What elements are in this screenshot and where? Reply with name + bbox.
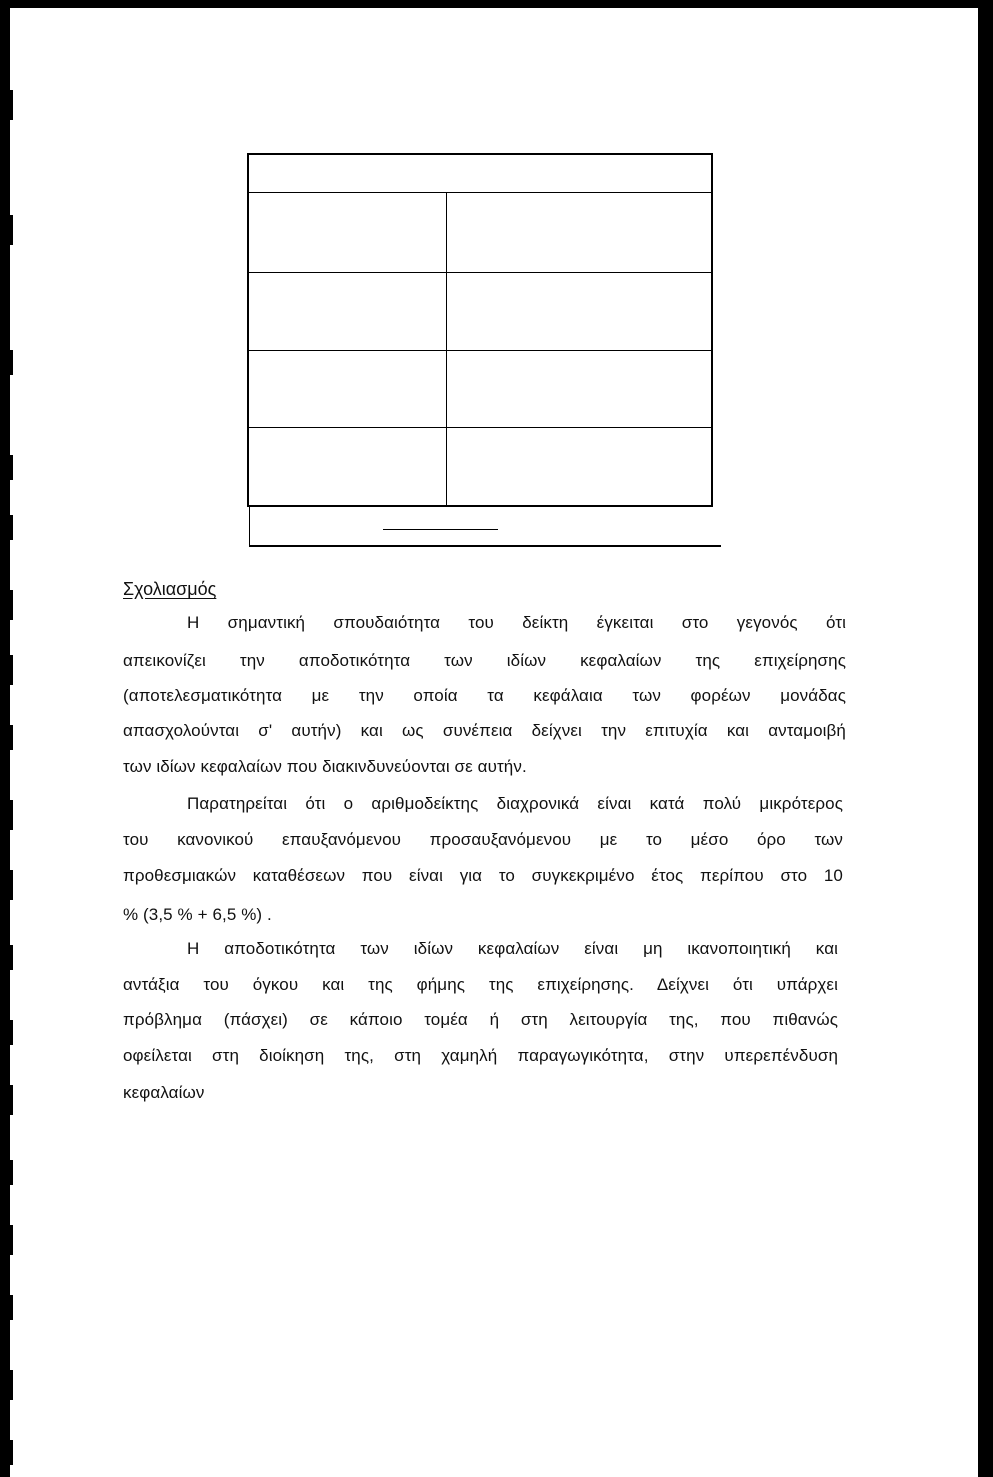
table-column-divider <box>446 192 447 505</box>
scan-artifact <box>10 1160 13 1185</box>
section-heading: Σχολιασμός <box>123 579 217 599</box>
table-row-divider <box>249 350 711 351</box>
paragraph-line: πρόβλημα (πάσχει) σε κάποιο τομέα ή στη λειτουργία της, που πιθανώς <box>123 1010 838 1029</box>
scan-artifact <box>10 725 13 750</box>
paragraph-line: (αποτελεσματικότητα με την οποία τα κεφάλαια των φορέων μονάδας <box>123 686 846 705</box>
scan-artifact <box>10 1295 13 1320</box>
paragraph-line: % (3,5 % + 6,5 %) . <box>123 905 272 924</box>
scan-artifact <box>10 870 13 900</box>
paragraph-line: απασχολούνται σ' αυτήν) και ως συνέπεια δείχνει την επιτυχία και ανταμοιβή <box>123 721 846 740</box>
paragraph-line: Η σημαντική σπουδαιότητα του δείκτη έγκειται στο γεγονός ότι <box>187 613 846 632</box>
scan-artifact <box>10 1370 13 1400</box>
scan-artifact <box>10 590 13 620</box>
scan-artifact <box>10 455 13 480</box>
table-row-divider <box>249 427 711 428</box>
table-footer-border <box>249 545 721 547</box>
scan-artifact <box>10 1440 13 1465</box>
scan-artifact <box>10 1020 13 1045</box>
paragraph-line: κεφαλαίων <box>123 1083 205 1102</box>
scan-artifact <box>10 350 13 375</box>
scan-artifact <box>10 90 13 120</box>
paragraph-line: προθεσμιακών καταθέσεων που είναι για το συγκεκριμένο έτος περίπου στο 10 <box>123 866 843 885</box>
paragraph-line: του κανονικού επαυξανόμενου προσαυξανόμενου με το μέσο όρο των <box>123 830 843 849</box>
paragraph-line: Η αποδοτικότητα των ιδίων κεφαλαίων είναι μη ικανοποιητική και <box>187 939 838 958</box>
paragraph-line: των ιδίων κεφαλαίων που διακινδυνεύονται σε αυτήν. <box>123 757 527 776</box>
scan-artifact <box>10 945 13 970</box>
table-row-divider <box>249 272 711 273</box>
paragraph-line: Παρατηρείται ότι ο αριθμοδείκτης διαχρονικά είναι κατά πολύ μικρότερος <box>187 794 843 813</box>
empty-table <box>247 153 713 507</box>
table-footer-border <box>249 507 250 545</box>
scan-artifact <box>10 1225 13 1255</box>
paragraph-line: απεικονίζει την αποδοτικότητα των ιδίων κεφαλαίων της επιχείρησης <box>123 651 846 670</box>
scan-artifact <box>10 215 13 245</box>
paragraph-line: αντάξια του όγκου και της φήμης της επιχείρησης. Δείχνει ότι υπάρχει <box>123 975 838 994</box>
table-footer-rule <box>383 529 498 530</box>
table-row-divider <box>249 192 711 193</box>
scan-artifact <box>10 655 13 685</box>
paragraph-line: οφείλεται στη διοίκηση της, στη χαμηλή παραγωγικότητα, στην υπερεπένδυση <box>123 1046 838 1065</box>
scan-artifact <box>10 800 13 830</box>
scan-artifact <box>10 515 13 540</box>
scan-artifact <box>10 1085 13 1115</box>
